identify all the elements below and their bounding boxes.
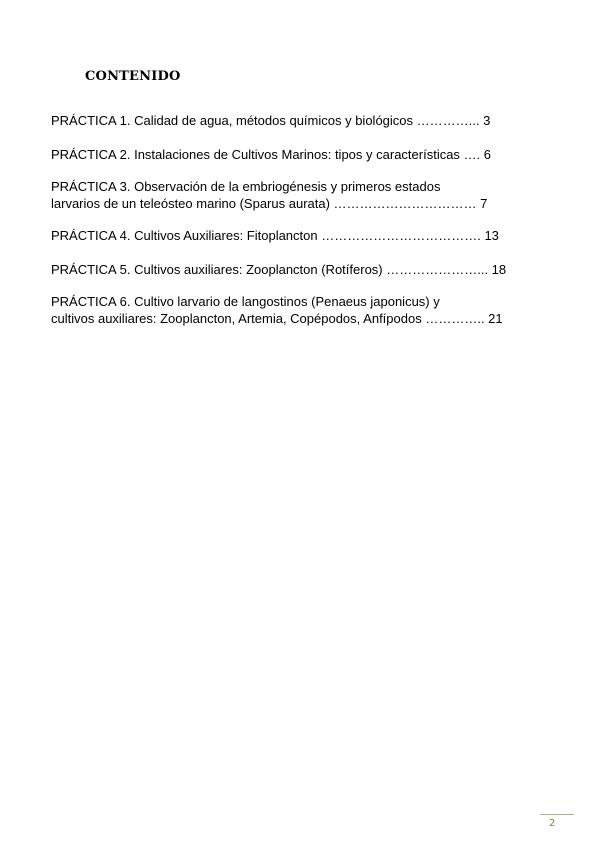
toc-entry-line-continuation: larvarios de un teleósteo marino (Sparus aurata) …………………………… 7 — [51, 196, 488, 211]
toc-entry-practica-3 — [51, 178, 551, 212]
toc-entry-line-continuation: cultivos auxiliares: Zooplancton, Artemia, Copépodos, Anfípodos ………….. 21 — [51, 311, 503, 326]
toc-entry-line: PRÁCTICA 4. Cultivos Auxiliares: Fitoplancton ………………………………. 13 — [51, 228, 499, 243]
toc-entry-line: PRÁCTICA 3. Observación de la embriogénesis y primeros estados — [51, 179, 441, 194]
toc-entry-practica-6 — [51, 293, 551, 327]
page-number: 2 — [549, 818, 556, 829]
toc-entry-practica-1 — [51, 112, 551, 129]
toc-entry-line: PRÁCTICA 6. Cultivo larvario de langostinos (Penaeus japonicus) y — [51, 294, 440, 309]
toc-entry-line: PRÁCTICA 2. Instalaciones de Cultivos Marinos: tipos y características …. 6 — [51, 147, 492, 162]
toc-entry-line: PRÁCTICA 1. Calidad de agua, métodos químicos y biológicos …………... 3 — [51, 113, 491, 128]
toc-entry-practica-5 — [51, 261, 551, 278]
footer-divider — [540, 814, 574, 815]
contents-heading: CONTENIDO — [85, 69, 181, 84]
toc-entry-practica-2 — [51, 146, 551, 163]
toc-entry-practica-4 — [51, 227, 551, 244]
toc-entry-line: PRÁCTICA 5. Cultivos auxiliares: Zooplancton (Rotíferos) …………………... 18 — [51, 262, 507, 277]
